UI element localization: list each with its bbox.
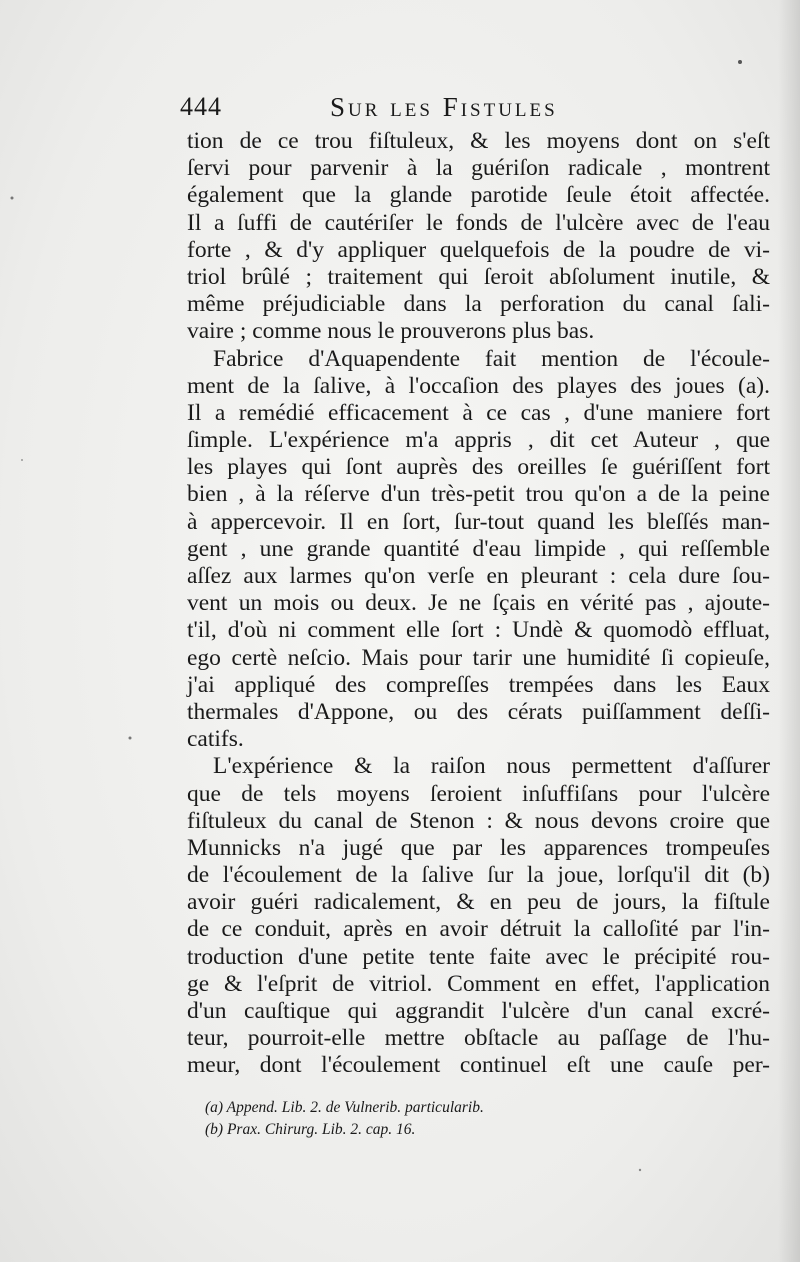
text-line: Il a remédié efficacement à ce cas , d'une maniere fort xyxy=(187,399,770,426)
text-line: de ce conduit, après en avoir détruit la calloſité par l'in- xyxy=(187,916,770,943)
text-line: à appercevoir. Il en ſort, ſur-tout quand les bleſſés man- xyxy=(187,508,770,535)
text-line: fiſtuleux du canal de Stenon : & nous devons croire que xyxy=(187,807,770,834)
text-line: troduction d'une petite tente faite avec le précipité rou- xyxy=(187,943,770,970)
paper-speck xyxy=(738,60,742,64)
running-head: Sur les Fistules xyxy=(330,92,558,122)
text-line: tion de ce trou fiſtuleux, & les moyens dont on s'eſt xyxy=(187,128,770,154)
paper-speck xyxy=(639,1169,641,1171)
text-line: ſimple. L'expérience m'a appris , dit cet Auteur , que xyxy=(187,427,770,454)
text-line: avoir guéri radicalement, & en peu de jours, la fiſtule xyxy=(187,889,770,916)
text-line: L'expérience & la raiſon nous permettent d'aſſurer xyxy=(213,753,770,780)
page-edge-shadow xyxy=(778,0,800,1262)
text-line: vent un mois ou deux. Je ne ſçais en vérité pas , ajoute- xyxy=(187,590,770,617)
text-line: Munnicks n'a jugé que par les apparences trompeuſes xyxy=(187,834,770,861)
text-line: ment de la ſalive, à l'occaſion des playes des joues (a). xyxy=(187,372,770,399)
text-line: ego certè neſcio. Mais pour tarir une humidité ſi copieuſe, xyxy=(187,644,770,671)
text-line: t'il, d'où ni comment elle ſort : Undè & quomodò effluat, xyxy=(187,617,770,644)
text-line: Fabrice d'Aquapendente fait mention de l'écoule- xyxy=(213,345,770,372)
text-line: bien , à la réſerve d'un très-petit trou qu'on a de la peine xyxy=(187,481,770,508)
text-line: forte , & d'y appliquer quelquefois de la poudre de vi- xyxy=(187,236,770,263)
footnotes xyxy=(205,1097,605,1141)
text-line: gent , une grande quantité d'eau limpide , qui reſſemble xyxy=(187,535,770,562)
text-line: meur, dont l'écoulement continuel eſt une cauſe per- xyxy=(187,1052,770,1079)
text-line: Il a ſuffi de cautériſer le fonds de l'ulcère avec de l'eau xyxy=(187,209,770,236)
body-text xyxy=(187,128,770,1080)
text-line: également que la glande parotide ſeule étoit affectée. xyxy=(187,182,770,209)
footnote: (a) Append. Lib. 2. de Vulnerib. particularib. xyxy=(205,1099,484,1116)
paper-speck xyxy=(11,197,14,200)
footnote: (b) Prax. Chirurg. Lib. 2. cap. 16. xyxy=(205,1121,416,1138)
text-line: j'ai appliqué des compreſſes trempées dans les Eaux xyxy=(187,671,770,698)
text-line: ge & l'eſprit de vitriol. Comment en effet, l'application xyxy=(187,970,770,997)
text-line: teur, pourroit-elle mettre obſtacle au paſſage de l'hu- xyxy=(187,1025,770,1052)
text-line: catifs. xyxy=(187,726,244,753)
text-line: de l'écoulement de la ſalive ſur la joue, lorſqu'il dit (b) xyxy=(187,862,770,889)
text-line: que de tels moyens ſeroient inſuffiſans pour l'ulcère xyxy=(187,780,770,807)
text-line: triol brûlé ; traitement qui ſeroit abſolument inutile, & xyxy=(187,263,770,290)
paper-speck xyxy=(129,737,132,740)
paper-speck xyxy=(21,459,23,461)
text-line: d'un cauſtique qui aggrandit l'ulcère d'un canal excré- xyxy=(187,998,770,1024)
page-header xyxy=(180,92,770,126)
text-line: aſſez aux larmes qu'on verſe en pleurant : cela dure ſou- xyxy=(187,563,770,589)
text-line: les playes qui ſont auprès des oreilles ſe guériſſent fort xyxy=(187,454,770,481)
text-line: thermales d'Appone, ou des cérats puiſſamment deſſi- xyxy=(187,698,770,725)
text-line: ſervi pour parvenir à la guériſon radicale , montrent xyxy=(187,155,770,182)
page-number: 444 xyxy=(180,92,222,121)
text-line: même préjudiciable dans la perforation du canal ſali- xyxy=(187,291,770,318)
text-line: vaire ; comme nous le prouverons plus bas. xyxy=(187,318,595,345)
